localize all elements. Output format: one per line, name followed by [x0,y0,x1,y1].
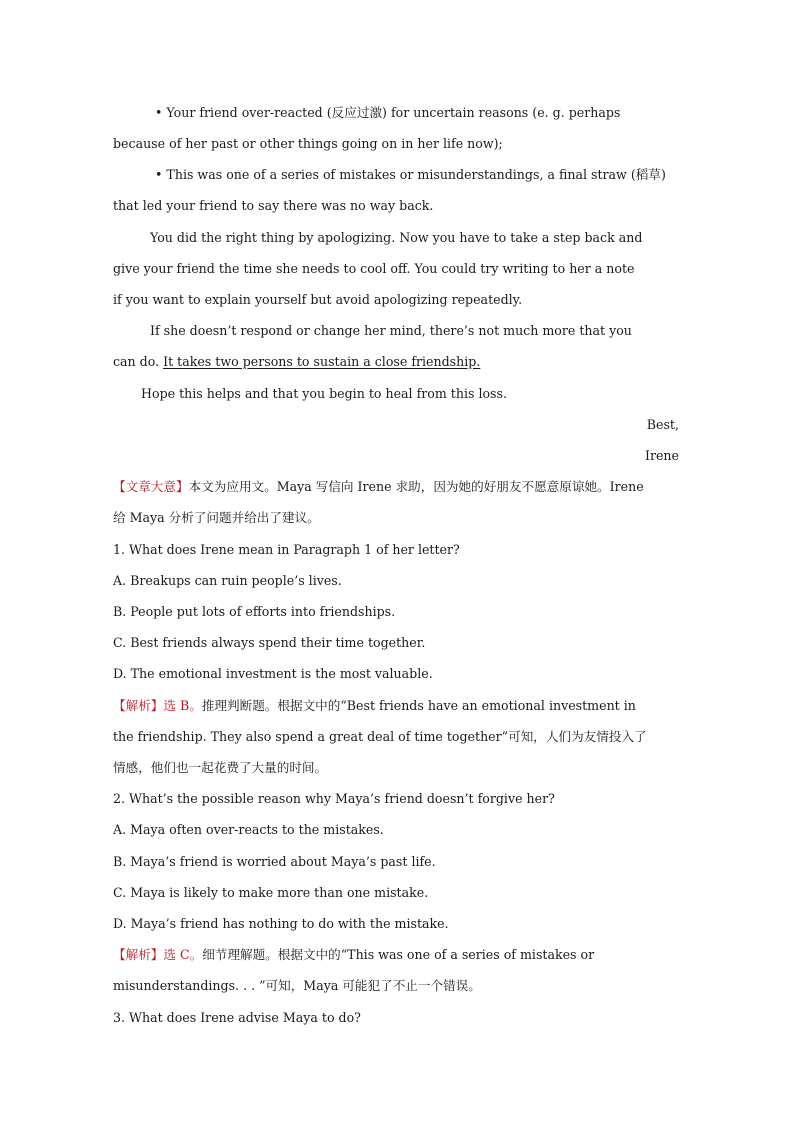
text-span: Hope this helps and that you begin to heal from this loss. [141,386,507,401]
text-span: the friendship. They also spend a great deal of time together”可知，人们为友情投入了 [113,729,647,744]
text-span: can do. [113,354,164,369]
signature-name: Irene [644,448,679,463]
question-stem: 1. What does Irene mean in Paragraph 1 of her letter? [113,542,460,557]
text-span: misunderstandings. . . ”可知，Maya 可能犯了不止一个错误。 [113,978,481,993]
letter-bullet-line [113,135,681,153]
text-span: if you want to explain yourself but avoid apologizing repeatedly. [113,292,523,307]
letter-bullet-line [113,166,681,184]
letter-paragraph-line [113,353,681,371]
analysis-line [113,946,681,964]
summary-line [113,509,681,527]
analysis-tag: 【解析】选 B。 [113,698,202,713]
option: C. Maya is likely to make more than one mistake. [113,885,429,900]
option: C. Best friends always spend their time together. [113,635,426,650]
letter-paragraph-line [113,322,681,340]
letter-bullet-line [113,197,681,215]
text-span: because of her past or other things going on in her life now); [113,136,503,151]
option: B. Maya’s friend is worried about Maya’s past life. [113,854,436,869]
text-span: • Your friend over-reacted (反应过激) for uncertain reasons (e. g. perhaps [155,105,621,120]
text-span: give your friend the time she needs to cool off. You could try writing to her a note [113,261,635,276]
option: A. Breakups can ruin people’s lives. [113,573,342,588]
analysis-tag: 【解析】选 C。 [113,947,203,962]
text-span: • This was one of a series of mistakes or misunderstandings, a final straw (稻草) [155,167,666,182]
option: B. People put lots of efforts into friendships. [113,604,396,619]
letter-paragraph-line [113,291,681,309]
analysis-line [113,728,681,746]
question-stem: 2. What’s the possible reason why Maya’s friend doesn’t forgive her? [113,791,555,806]
text-span: 本文为应用文。Maya 写信向 Irene 求助，因为她的好朋友不愿意原谅她。Irene [188,479,644,494]
question-stem: 3. What does Irene advise Maya to do? [113,1010,361,1025]
text-span: 给 Maya 分析了问题并给出了建议。 [113,510,320,525]
letter-closing-line [113,385,681,403]
option: D. Maya’s friend has nothing to do with the mistake. [113,916,449,931]
text-span: that led your friend to say there was no way back. [113,198,434,213]
letter-paragraph-line [113,260,681,278]
signoff: Best, [646,417,679,432]
text-span: 推理判断题。根据文中的“Best friends have an emotional investment in [201,698,636,713]
summary-tag: 【文章大意】 [113,479,189,494]
option: D. The emotional investment is the most valuable. [113,666,433,681]
analysis-line [113,759,681,777]
text-span: 情感，他们也一起花费了大量的时间。 [113,760,328,775]
letter-paragraph-line [113,229,681,247]
summary-line [113,478,681,496]
text-span: 细节理解题。根据文中的“This was one of a series of mistakes or [202,947,595,962]
option: A. Maya often over-reacts to the mistakes. [113,822,384,837]
text-span: If she doesn’t respond or change her mind, there’s not much more that you [150,323,632,338]
analysis-line [113,697,681,715]
analysis-line [113,977,681,995]
underlined-sentence: It takes two persons to sustain a close friendship. [163,354,481,369]
letter-bullet-line [113,104,681,122]
text-span: You did the right thing by apologizing. Now you have to take a step back and [150,230,643,245]
